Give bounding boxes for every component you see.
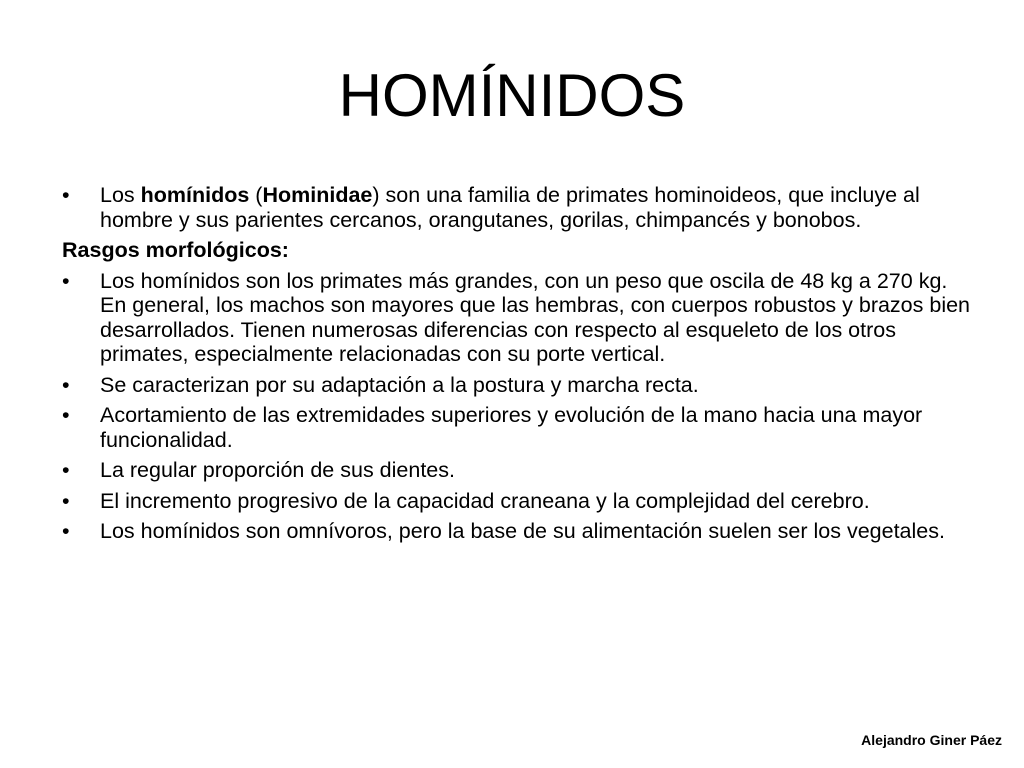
author-footer: Alejandro Giner Páez: [861, 732, 1002, 748]
list-item-text: Se caracterizan por su adaptación a la postura y marcha recta.: [100, 372, 699, 397]
slide-title: HOMÍNIDOS: [338, 62, 686, 129]
list-item: [62, 519, 972, 544]
list-item-text: Los homínidos son los primates más grandes, con un peso que oscila de 48 kg a 270 kg. En general, los machos son mayores que las hembras, con cuerpos robustos y brazos bien desarrollados. Tienen numerosas diferencias con respecto al esqueleto de los otros primates, especialmente relacionadas con su porte vertical.: [100, 268, 971, 366]
bullet-marker: •: [62, 519, 70, 543]
list-item-text: Acortamiento de las extremidades superiores y evolución de la mano hacia una mayor funcionalidad.: [100, 403, 923, 452]
bullet-marker: •: [62, 458, 70, 482]
intro-term-hominidae: Hominidae: [262, 183, 373, 207]
section-heading: Rasgos morfológicos:: [62, 238, 289, 262]
intro-text-1: Los: [100, 183, 141, 207]
bullet-marker: •: [62, 488, 70, 513]
list-item-text: El incremento progresivo de la capacidad craneana y la complejidad del cerebro.: [100, 488, 870, 513]
intro-text-2: (: [249, 183, 263, 207]
list-item: [62, 403, 972, 452]
list-item-text: La regular proporción de sus dientes.: [100, 458, 455, 482]
bullet-marker: •: [62, 372, 70, 397]
bullet-marker: •: [62, 183, 70, 207]
intro-term-hominidos: homínidos: [140, 183, 250, 207]
list-item: [62, 373, 972, 398]
list-item-text: Los homínidos son omnívoros, pero la base de su alimentación suelen ser los vegetales.: [100, 519, 945, 543]
list-item: [62, 269, 972, 367]
list-item: [62, 489, 972, 514]
intro-bullet: [62, 183, 972, 232]
bullet-marker: •: [62, 268, 70, 293]
intro-text-3: ) son una familia de primates hominoideos, que incluye al hombre y sus parientes cercanos, orangutanes, gorilas, chimpancés y bonobos.: [100, 183, 920, 232]
list-item: [62, 458, 972, 483]
slide-content: [62, 183, 972, 550]
bullet-marker: •: [62, 403, 70, 427]
